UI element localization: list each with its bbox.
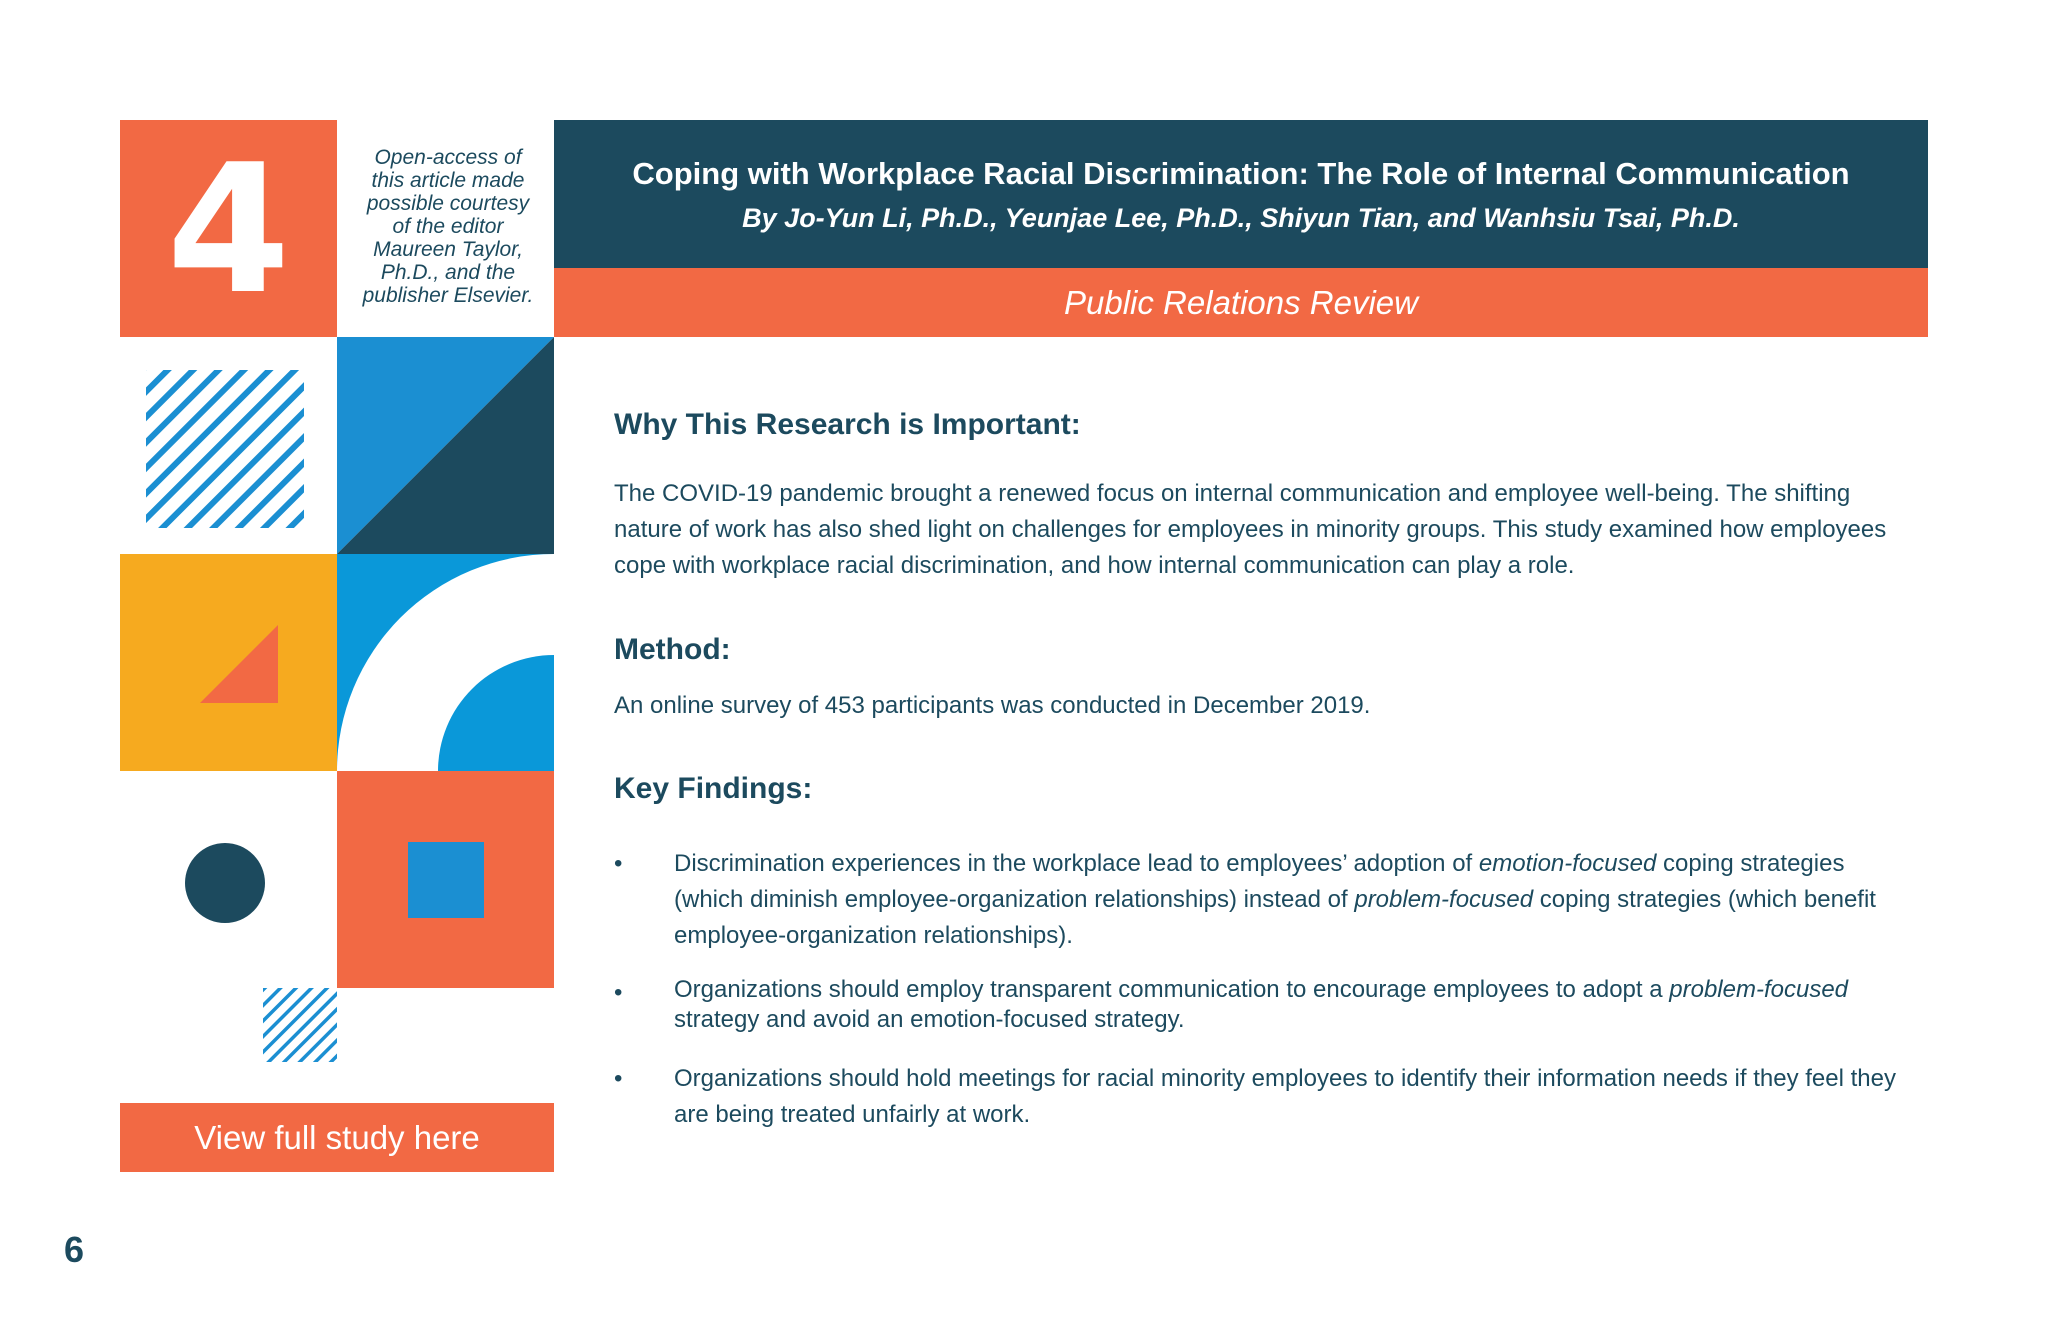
why-text: The COVID-19 pandemic brought a renewed focus on internal communication and employee well-being. The shifting nature of work has also shed light on challenges for employees in minority groups. This study examined how employees cope with workplace racial discrimination, and how internal communication can play a role. — [614, 480, 1887, 579]
yellow-square — [120, 554, 337, 771]
finding-item: Discrimination experiences in the workplace lead to employees’ adoption of emotion-focused coping strategies (which diminish employee-organization relationships) instead of problem-focused coping strategies (which benefit employee-organization relationships). — [674, 850, 1876, 949]
method-heading: Method: — [614, 633, 731, 666]
striped-square — [146, 370, 304, 528]
study-number-block — [120, 120, 337, 337]
findings-heading: Key Findings: — [614, 772, 813, 805]
bullet-icon: • — [614, 979, 623, 1006]
journal-name: Public Relations Review — [1064, 284, 1418, 321]
study-number: 4 — [166, 126, 291, 333]
article-authors: By Jo-Yun Li, Ph.D., Yeunjae Lee, Ph.D., Shiyun Tian, and Wanhsiu Tsai, Ph.D. — [742, 203, 1740, 233]
view-full-study-button[interactable]: View full study here — [120, 1103, 554, 1172]
header-banner — [554, 120, 1928, 268]
page-number: 6 — [64, 1229, 85, 1270]
geometric-decoration — [120, 337, 554, 1062]
article-title: Coping with Workplace Racial Discrimination: The Role of Internal Communication — [632, 156, 1850, 191]
finding-item: Organizations should employ transparent communication to encourage employees to adopt a problem-focused strategy and avoid an emotion-focused strategy. — [674, 976, 1849, 1033]
finding-item: Organizations should hold meetings for racial minority employees to identify their information needs if they feel they are being treated unfairly at work. — [674, 1065, 1896, 1128]
courtesy-note: Open-access of this article made possible courtesy of the editor Maureen Taylor, Ph.D., and the publisher Elsevier. — [362, 146, 534, 307]
navy-circle — [185, 843, 265, 923]
blue-small-square — [408, 842, 484, 918]
method-text: An online survey of 453 participants was conducted in December 2019. — [614, 692, 1371, 719]
small-striped-square — [263, 988, 337, 1062]
bullet-icon: • — [614, 850, 623, 877]
why-heading: Why This Research is Important: — [614, 408, 1081, 441]
bullet-icon: • — [614, 1065, 623, 1092]
